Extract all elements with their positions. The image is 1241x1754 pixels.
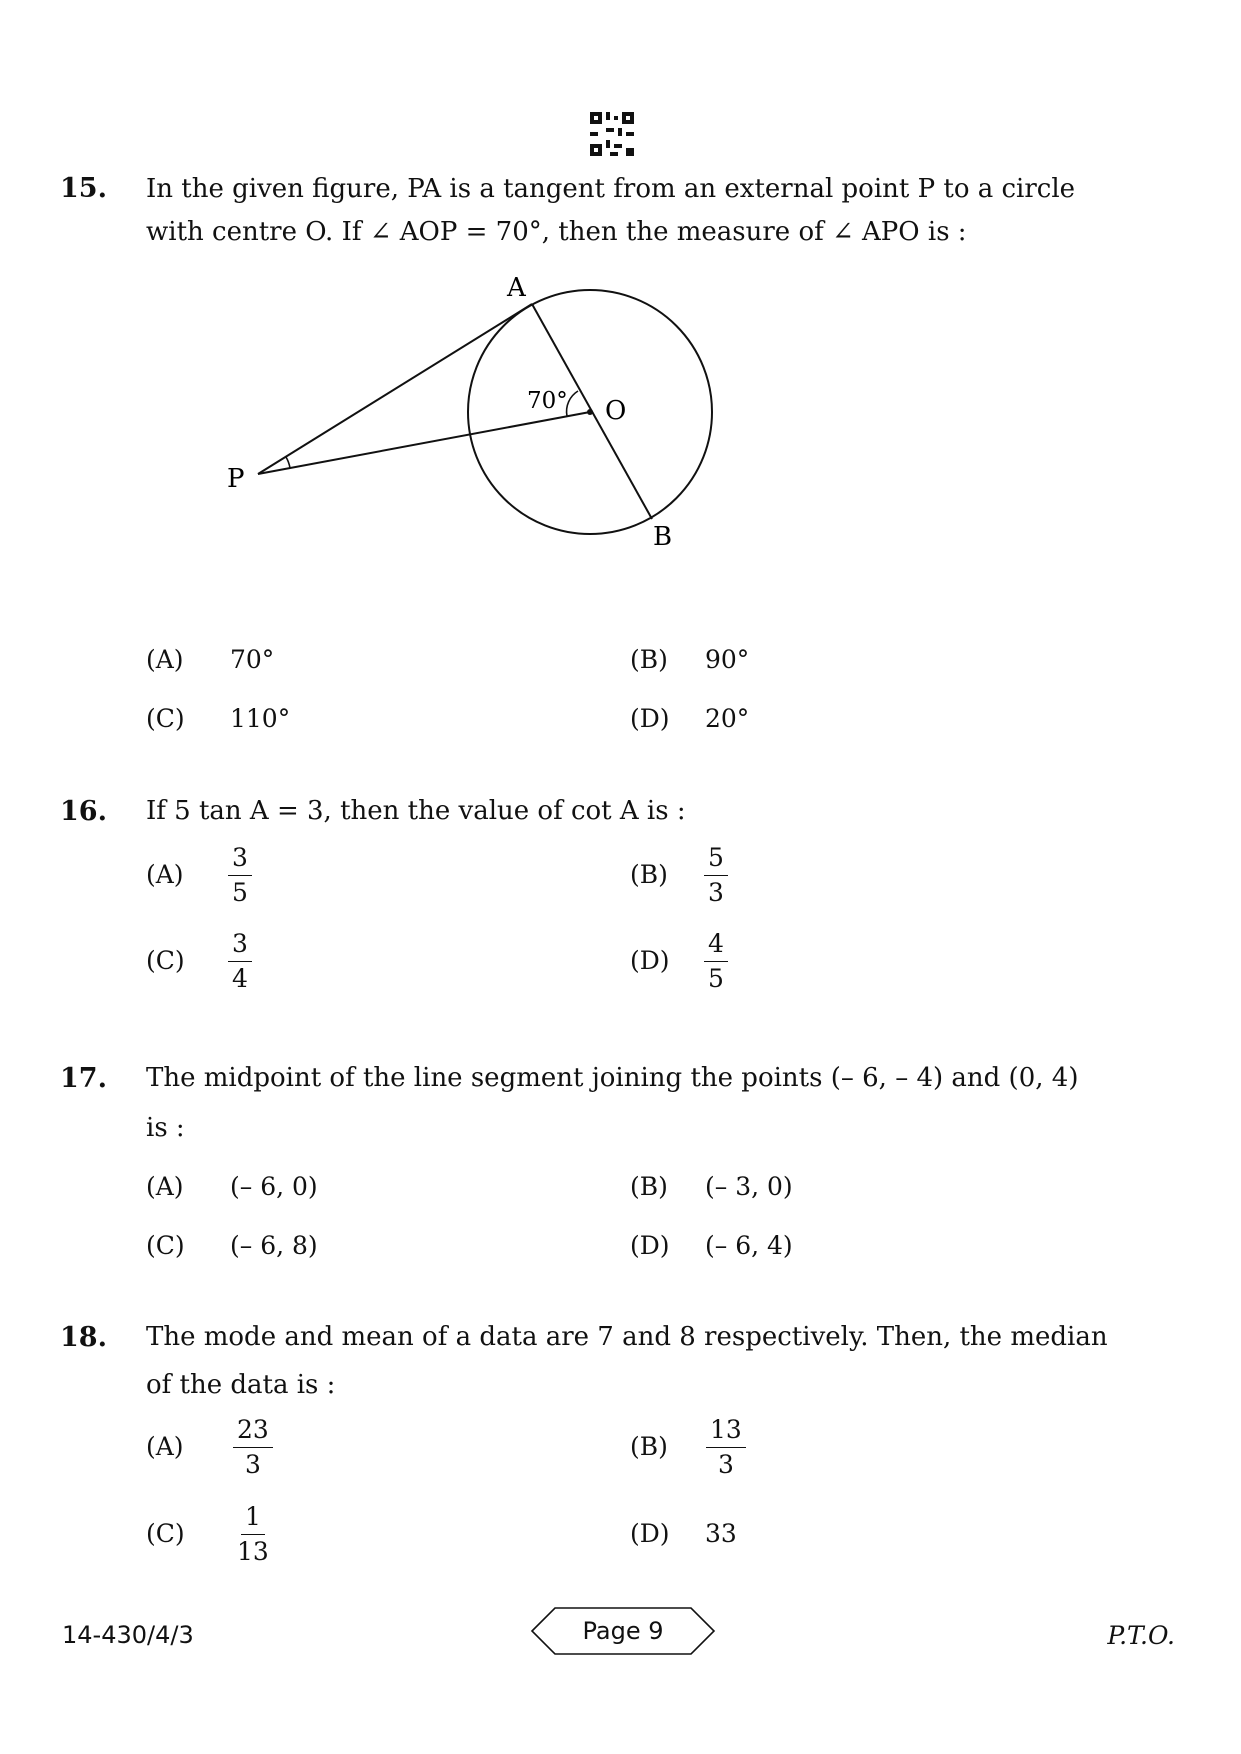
q17-option-b-value: (– 3, 0) (705, 1172, 793, 1201)
q17-option-d-value: (– 6, 4) (705, 1231, 793, 1260)
pto-label: P.T.O. (1107, 1621, 1175, 1650)
question-18-text-line1: The mode and mean of a data are 7 and 8 respectively. Then, the median (146, 1322, 1108, 1352)
q18-option-a-fraction (233, 1415, 273, 1480)
q18-option-d-value: 33 (705, 1519, 737, 1548)
numerator: 3 (228, 843, 252, 876)
q16-option-b-fraction (704, 843, 728, 908)
q17-option-d-label: (D) (630, 1231, 670, 1260)
question-17-text-line2: is : (146, 1113, 185, 1143)
q16-option-c-label: (C) (146, 946, 185, 975)
label-p: P (227, 464, 245, 494)
q15-option-a-value: 70° (230, 645, 275, 674)
paper-code: 14-430/4/3 (62, 1621, 194, 1649)
question-18-text-line2: of the data is : (146, 1370, 336, 1400)
q17-option-a-value: (– 6, 0) (230, 1172, 318, 1201)
denominator: 13 (237, 1537, 269, 1566)
q15-option-a-label: (A) (146, 645, 184, 674)
q18-option-b-label: (B) (630, 1432, 668, 1461)
q17-option-b-label: (B) (630, 1172, 668, 1201)
denominator: 5 (232, 878, 248, 907)
numerator: 13 (706, 1415, 746, 1448)
numerator: 23 (233, 1415, 273, 1448)
q16-option-d-label: (D) (630, 946, 670, 975)
q16-option-a-fraction (228, 843, 252, 908)
question-17-number: 17. (60, 1063, 107, 1094)
question-15-text-line1: In the given figure, PA is a tangent from an external point P to a circle (146, 174, 1076, 204)
q18-option-c-fraction (233, 1502, 273, 1567)
question-18-number: 18. (60, 1322, 107, 1353)
question-17-text-line1: The midpoint of the line segment joining the points (– 6, – 4) and (0, 4) (146, 1063, 1079, 1093)
q15-option-d-label: (D) (630, 704, 670, 733)
question-15-text-line2: with centre O. If ∠ AOP = 70°, then the measure of ∠ APO is : (146, 217, 967, 247)
denominator: 4 (232, 964, 248, 993)
q17-option-a-label: (A) (146, 1172, 184, 1201)
numerator: 3 (228, 929, 252, 962)
angle-arc-apo (286, 457, 290, 468)
page-number: Page 9 (582, 1617, 664, 1645)
q18-option-a-label: (A) (146, 1432, 184, 1461)
denominator: 3 (244, 1450, 261, 1479)
q15-option-b-value: 90° (705, 645, 750, 674)
q18-option-b-fraction (706, 1415, 746, 1480)
q15-option-b-label: (B) (630, 645, 668, 674)
q18-option-c-label: (C) (146, 1519, 185, 1548)
tangent-circle-figure (0, 0, 1241, 600)
denominator: 3 (717, 1450, 734, 1479)
question-16-text: If 5 tan A = 3, then the value of cot A is : (146, 796, 686, 826)
denominator: 5 (708, 964, 724, 993)
label-b: B (653, 522, 673, 552)
question-15-number: 15. (60, 173, 107, 204)
q16-option-d-fraction (704, 929, 728, 994)
angle-arc-aop (567, 391, 578, 416)
q17-option-c-value: (– 6, 8) (230, 1231, 318, 1260)
q16-option-b-label: (B) (630, 860, 668, 889)
question-16-number: 16. (60, 796, 107, 827)
denominator: 3 (708, 878, 724, 907)
centre-point (587, 409, 593, 415)
q17-option-c-label: (C) (146, 1231, 185, 1260)
q15-option-d-value: 20° (705, 704, 750, 733)
q18-option-d-label: (D) (630, 1519, 670, 1548)
numerator: 5 (704, 843, 728, 876)
angle-label-70: 70° (527, 388, 568, 414)
label-a: A (507, 273, 526, 303)
numerator: 4 (704, 929, 728, 962)
q15-option-c-value: 110° (230, 704, 291, 733)
label-o: O (605, 396, 627, 426)
q16-option-a-label: (A) (146, 860, 184, 889)
q16-option-c-fraction (228, 929, 252, 994)
q15-option-c-label: (C) (146, 704, 185, 733)
numerator: 1 (241, 1502, 265, 1535)
